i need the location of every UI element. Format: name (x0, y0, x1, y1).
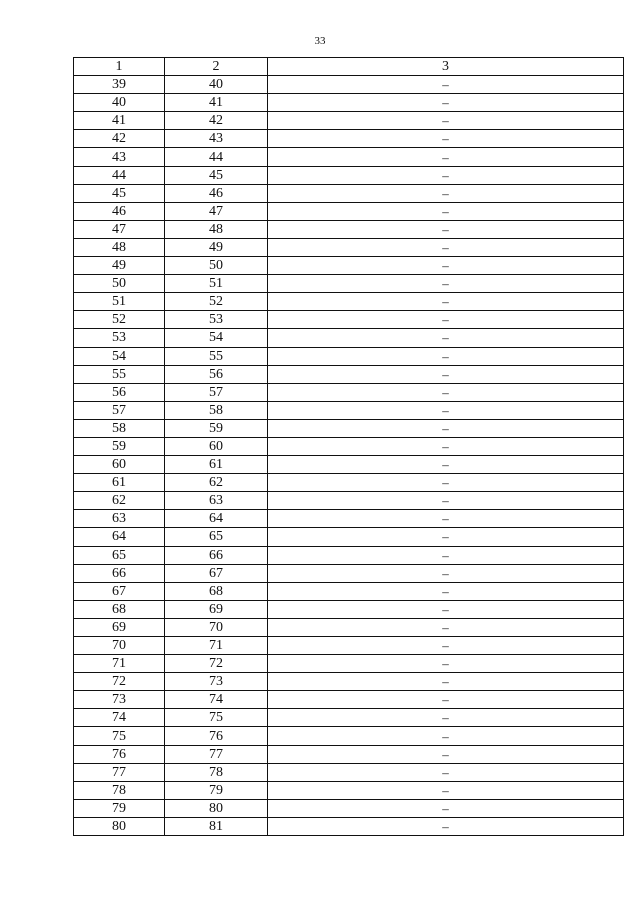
table-row (74, 582, 624, 600)
cell-col-2: 54 (165, 329, 268, 347)
cell-col-3: – (268, 202, 624, 220)
cell-col-2: 67 (165, 564, 268, 582)
cell-col-3: – (268, 401, 624, 419)
cell-col-1: 57 (74, 401, 165, 419)
cell-col-3: – (268, 618, 624, 636)
cell-col-3: – (268, 365, 624, 383)
table-row (74, 220, 624, 238)
cell-col-1: 41 (74, 112, 165, 130)
cell-col-2: 78 (165, 763, 268, 781)
cell-col-2: 42 (165, 112, 268, 130)
cell-col-3: – (268, 94, 624, 112)
cell-col-1: 76 (74, 745, 165, 763)
table-row (74, 727, 624, 745)
cell-col-3: – (268, 437, 624, 455)
table-row (74, 709, 624, 727)
table-row (74, 546, 624, 564)
cell-col-2: 48 (165, 220, 268, 238)
cell-col-1: 71 (74, 655, 165, 673)
cell-col-2: 65 (165, 528, 268, 546)
cell-col-1: 68 (74, 600, 165, 618)
cell-col-1: 64 (74, 528, 165, 546)
cell-col-2: 45 (165, 166, 268, 184)
cell-col-3: – (268, 474, 624, 492)
cell-col-3: – (268, 510, 624, 528)
cell-col-1: 73 (74, 691, 165, 709)
cell-col-2: 43 (165, 130, 268, 148)
table-row (74, 637, 624, 655)
cell-col-2: 77 (165, 745, 268, 763)
table-row (74, 202, 624, 220)
cell-col-2: 57 (165, 383, 268, 401)
table-row (74, 510, 624, 528)
cell-col-1: 66 (74, 564, 165, 582)
cell-col-1: 45 (74, 184, 165, 202)
cell-col-3: – (268, 112, 624, 130)
cell-col-1: 44 (74, 166, 165, 184)
cell-col-2: 49 (165, 238, 268, 256)
table-row (74, 112, 624, 130)
header-row (74, 58, 624, 76)
table-row (74, 166, 624, 184)
cell-col-2: 63 (165, 492, 268, 510)
cell-col-3: – (268, 763, 624, 781)
cell-col-3: – (268, 383, 624, 401)
cell-col-1: 54 (74, 347, 165, 365)
cell-col-1: 47 (74, 220, 165, 238)
cell-col-3: – (268, 76, 624, 94)
cell-col-3: – (268, 817, 624, 835)
cell-col-3: – (268, 329, 624, 347)
table-row (74, 383, 624, 401)
cell-col-1: 72 (74, 673, 165, 691)
table-row (74, 293, 624, 311)
cell-col-2: 44 (165, 148, 268, 166)
cell-col-2: 68 (165, 582, 268, 600)
table-row (74, 130, 624, 148)
cell-col-2: 41 (165, 94, 268, 112)
cell-col-3: – (268, 709, 624, 727)
cell-col-2: 56 (165, 365, 268, 383)
cell-col-1: 65 (74, 546, 165, 564)
cell-col-2: 80 (165, 799, 268, 817)
table-row (74, 76, 624, 94)
cell-col-3: – (268, 130, 624, 148)
table-row (74, 148, 624, 166)
table-row (74, 329, 624, 347)
table-row (74, 745, 624, 763)
cell-col-2: 73 (165, 673, 268, 691)
cell-col-2: 64 (165, 510, 268, 528)
column-header-1: 1 (74, 58, 165, 76)
cell-col-3: – (268, 257, 624, 275)
cell-col-1: 53 (74, 329, 165, 347)
cell-col-3: – (268, 528, 624, 546)
cell-col-3: – (268, 600, 624, 618)
cell-col-3: – (268, 492, 624, 510)
table-row (74, 456, 624, 474)
cell-col-3: – (268, 637, 624, 655)
column-header-2: 2 (165, 58, 268, 76)
cell-col-1: 46 (74, 202, 165, 220)
column-header-3: 3 (268, 58, 624, 76)
cell-col-1: 43 (74, 148, 165, 166)
cell-col-1: 55 (74, 365, 165, 383)
table-row (74, 365, 624, 383)
cell-col-3: – (268, 456, 624, 474)
cell-col-1: 75 (74, 727, 165, 745)
table-row (74, 257, 624, 275)
cell-col-1: 77 (74, 763, 165, 781)
cell-col-2: 76 (165, 727, 268, 745)
cell-col-1: 79 (74, 799, 165, 817)
cell-col-2: 55 (165, 347, 268, 365)
cell-col-3: – (268, 238, 624, 256)
cell-col-1: 51 (74, 293, 165, 311)
cell-col-1: 70 (74, 637, 165, 655)
data-table (73, 57, 624, 836)
cell-col-2: 46 (165, 184, 268, 202)
table-row (74, 673, 624, 691)
cell-col-3: – (268, 582, 624, 600)
cell-col-1: 78 (74, 781, 165, 799)
cell-col-3: – (268, 691, 624, 709)
cell-col-2: 72 (165, 655, 268, 673)
cell-col-1: 74 (74, 709, 165, 727)
cell-col-3: – (268, 781, 624, 799)
cell-col-3: – (268, 166, 624, 184)
cell-col-2: 74 (165, 691, 268, 709)
table-row (74, 311, 624, 329)
table-row (74, 691, 624, 709)
cell-col-3: – (268, 673, 624, 691)
cell-col-1: 42 (74, 130, 165, 148)
table-row (74, 474, 624, 492)
cell-col-3: – (268, 184, 624, 202)
table-row (74, 401, 624, 419)
table-row (74, 655, 624, 673)
cell-col-3: – (268, 799, 624, 817)
table-row (74, 618, 624, 636)
table-row (74, 564, 624, 582)
table-row (74, 275, 624, 293)
cell-col-1: 52 (74, 311, 165, 329)
cell-col-3: – (268, 745, 624, 763)
cell-col-2: 59 (165, 419, 268, 437)
cell-col-2: 50 (165, 257, 268, 275)
table-body (74, 76, 624, 836)
cell-col-1: 61 (74, 474, 165, 492)
cell-col-1: 49 (74, 257, 165, 275)
table-row (74, 94, 624, 112)
cell-col-1: 67 (74, 582, 165, 600)
table-row (74, 347, 624, 365)
table-row (74, 492, 624, 510)
cell-col-3: – (268, 419, 624, 437)
table-row (74, 419, 624, 437)
table-header (74, 58, 624, 76)
cell-col-2: 66 (165, 546, 268, 564)
table-row (74, 781, 624, 799)
cell-col-2: 79 (165, 781, 268, 799)
table-row (74, 528, 624, 546)
table-row (74, 238, 624, 256)
cell-col-2: 81 (165, 817, 268, 835)
cell-col-1: 50 (74, 275, 165, 293)
cell-col-2: 52 (165, 293, 268, 311)
cell-col-2: 51 (165, 275, 268, 293)
table-row (74, 600, 624, 618)
table-row (74, 817, 624, 835)
cell-col-1: 60 (74, 456, 165, 474)
cell-col-3: – (268, 727, 624, 745)
cell-col-3: – (268, 546, 624, 564)
cell-col-3: – (268, 275, 624, 293)
cell-col-1: 58 (74, 419, 165, 437)
cell-col-2: 58 (165, 401, 268, 419)
cell-col-2: 62 (165, 474, 268, 492)
cell-col-2: 75 (165, 709, 268, 727)
cell-col-1: 69 (74, 618, 165, 636)
cell-col-1: 59 (74, 437, 165, 455)
cell-col-3: – (268, 220, 624, 238)
cell-col-1: 56 (74, 383, 165, 401)
table-row (74, 437, 624, 455)
cell-col-1: 62 (74, 492, 165, 510)
cell-col-3: – (268, 293, 624, 311)
cell-col-3: – (268, 148, 624, 166)
table-row (74, 184, 624, 202)
cell-col-2: 47 (165, 202, 268, 220)
cell-col-3: – (268, 564, 624, 582)
cell-col-2: 60 (165, 437, 268, 455)
cell-col-1: 39 (74, 76, 165, 94)
table-row (74, 763, 624, 781)
cell-col-2: 69 (165, 600, 268, 618)
page-number: 33 (314, 35, 326, 47)
cell-col-2: 71 (165, 637, 268, 655)
cell-col-1: 48 (74, 238, 165, 256)
cell-col-1: 40 (74, 94, 165, 112)
cell-col-2: 61 (165, 456, 268, 474)
cell-col-2: 70 (165, 618, 268, 636)
cell-col-1: 63 (74, 510, 165, 528)
cell-col-2: 40 (165, 76, 268, 94)
cell-col-3: – (268, 311, 624, 329)
cell-col-3: – (268, 655, 624, 673)
cell-col-1: 80 (74, 817, 165, 835)
cell-col-3: – (268, 347, 624, 365)
table-row (74, 799, 624, 817)
cell-col-2: 53 (165, 311, 268, 329)
